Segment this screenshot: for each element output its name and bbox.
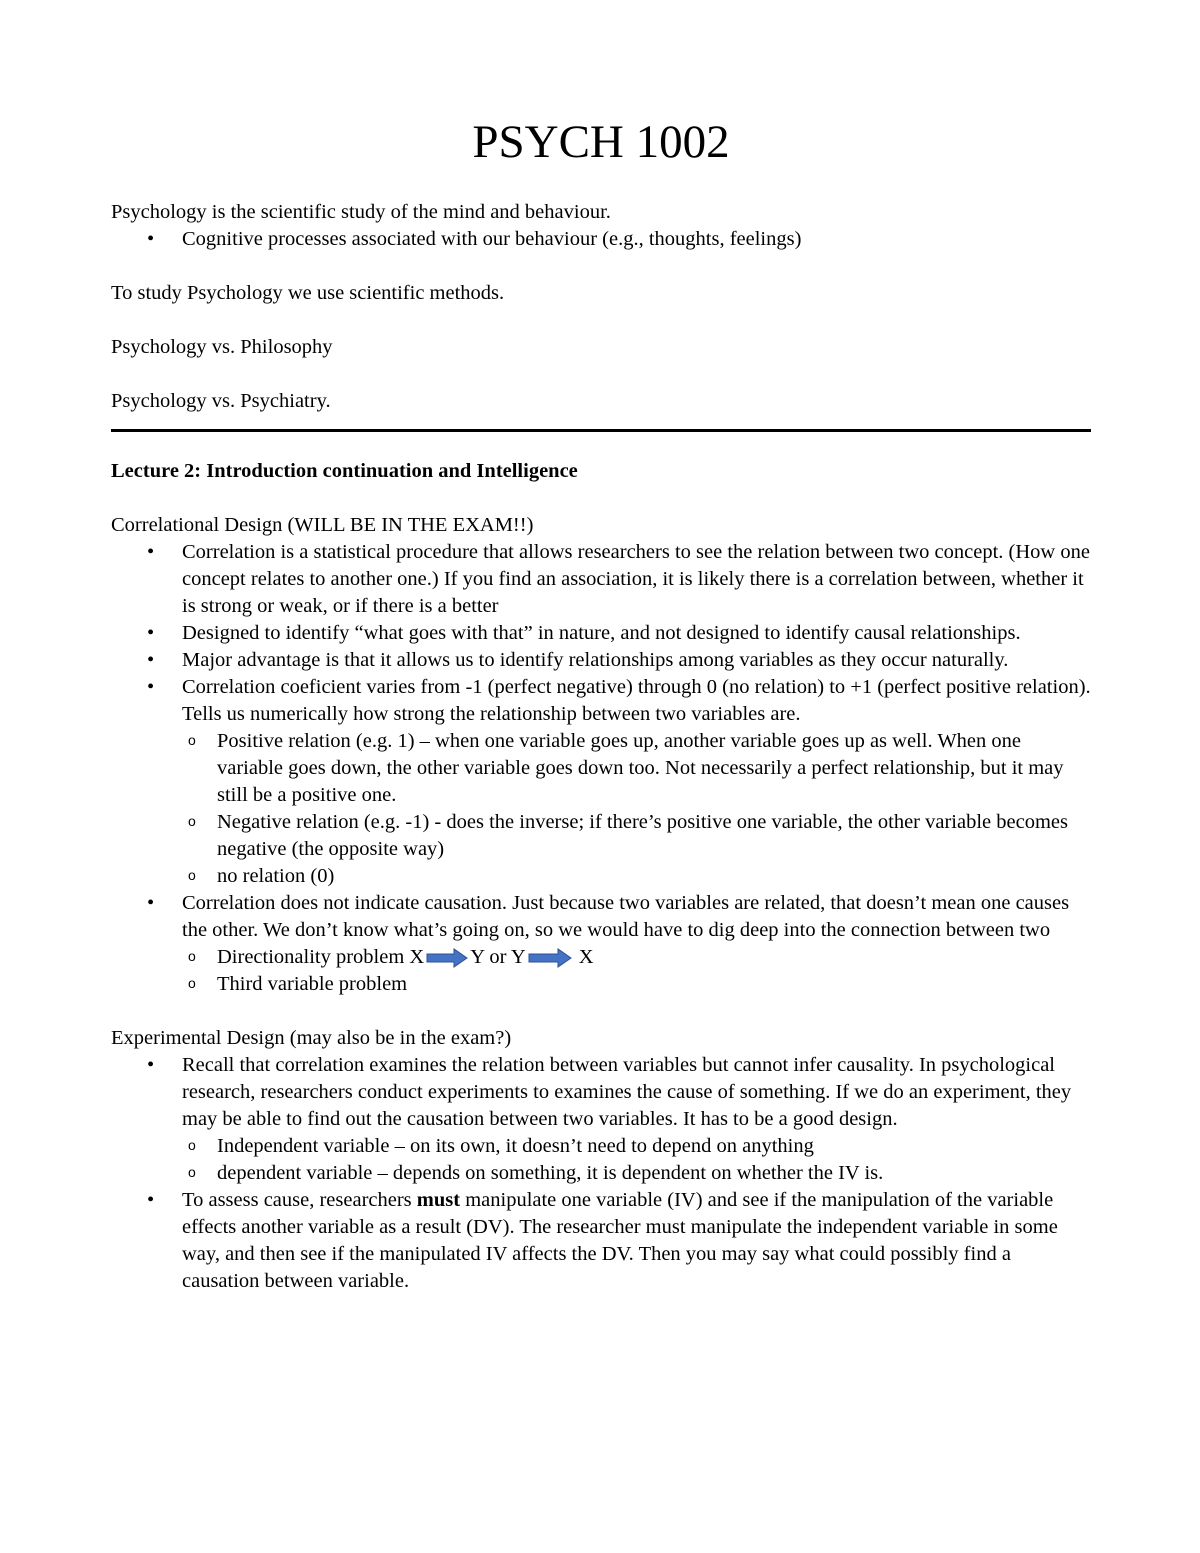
intro-vs-psychiatry: Psychology vs. Psychiatry.	[111, 390, 331, 412]
sub-bullet-marker: o	[188, 975, 196, 991]
intro-list	[111, 226, 1091, 253]
right-arrow-icon	[426, 948, 468, 968]
correlational-list	[111, 539, 1091, 998]
experimental-heading: Experimental Design (may also be in the exam?)	[111, 1027, 512, 1049]
bullet-marker: •	[147, 228, 155, 250]
sublist-item: o Positive relation (e.g. 1) – when one variable goes up, another variable goes up as well. When one variable goes down, the other variable goes down too. Not necessarily a perfect relationship, but it may still be a positive one.	[182, 728, 1091, 809]
bullet-marker: •	[147, 1054, 155, 1076]
causation-sublist	[182, 944, 1091, 998]
sublist-item: o no relation (0)	[182, 863, 1091, 890]
sub-bullet-marker: o	[188, 813, 196, 829]
correlational-heading: Correlational Design (WILL BE IN THE EXAM!!)	[111, 514, 534, 536]
right-arrow-icon	[528, 948, 572, 968]
sub-bullet-marker: o	[188, 867, 196, 883]
coefficient-sublist	[182, 728, 1091, 890]
sub-bullet-marker: o	[188, 1137, 196, 1153]
document-content	[111, 112, 1091, 1295]
sublist-item: o Negative relation (e.g. -1) - does the inverse; if there’s positive one variable, the other variable becomes negative (the opposite way)	[182, 809, 1091, 863]
sublist-item: o Independent variable – on its own, it doesn’t need to depend on anything	[182, 1133, 1091, 1160]
bullet-marker: •	[147, 676, 155, 698]
variables-sublist	[182, 1133, 1091, 1187]
list-item: • Designed to identify “what goes with that” in nature, and not designed to identify causal relationships.	[111, 620, 1091, 647]
page-title: PSYCH 1002	[472, 116, 730, 168]
sublist-item: o Third variable problem	[182, 971, 1091, 998]
list-item: • To assess cause, researchers must manipulate one variable (IV) and see if the manipulation of the variable effects another variable as a result (DV). The researcher must manipulate the independent variable in some way, and then see if the manipulated IV affects the DV. Then you may say what could possibly find a causation between variable.	[147, 1189, 1058, 1292]
list-item: • Correlation coeficient varies from -1 (perfect negative) through 0 (no relation) to +1 (perfect positive relation). Tells us numerically how strong the relationship between two variables are. o Positive relation (e.g. 1) – when one variable goes up, another variable goes up as well. When one variable goes down, the other variable goes down too. Not necessarily a perfect relationship, but it may still be a positive one. o Negative relation (e.g. -1) - does the inverse; if there’s positive one variable, the other variable becomes negative (the opposite way) o no relation (0)	[111, 674, 1091, 890]
list-item: • Correlation is a statistical procedure that allows researchers to see the relation between two concept. (How one concept relates to another one.) If you find an association, it is likely there is a correlation between, whether it is strong or weak, or if there is a better	[147, 541, 1090, 617]
section-divider	[111, 429, 1091, 432]
sub-bullet-marker: o	[188, 1164, 196, 1180]
list-item: • Correlation does not indicate causation. Just because two variables are related, that doesn’t mean one causes the other. We don’t know what’s going on, so we would have to dig deep into the connection between two o Directionality problem X Y or Y X o Third variable problem	[111, 890, 1091, 998]
intro-definition: Psychology is the scientific study of the mind and behaviour.	[111, 201, 611, 223]
bullet-marker: •	[147, 892, 155, 914]
sub-bullet-marker: o	[188, 948, 196, 964]
sublist-item: o dependent variable – depends on something, it is dependent on whether the IV is.	[182, 1160, 1091, 1187]
list-item: • Cognitive processes associated with our behaviour (e.g., thoughts, feelings)	[111, 226, 1091, 253]
intro-methods: To study Psychology we use scientific methods.	[111, 282, 505, 304]
list-item: • Recall that correlation examines the relation between variables but cannot infer causality. In psychological research, researchers conduct experiments to examines the cause of something. If we do an experiment, they may be able to find out the causation between two variables. It has to be a good design. o Independent variable – on its own, it doesn’t need to depend on anything o dependent variable – depends on something, it is dependent on whether the IV is.	[111, 1052, 1091, 1187]
experimental-list	[111, 1052, 1091, 1295]
bullet-marker: •	[147, 541, 155, 563]
sub-bullet-marker: o	[188, 732, 196, 748]
list-item: • Major advantage is that it allows us to identify relationships among variables as they occur naturally.	[111, 647, 1091, 674]
bullet-marker: •	[147, 622, 155, 644]
sublist-item: o Directionality problem X Y or Y X	[182, 944, 1091, 971]
emphasis-must: must	[416, 1189, 461, 1211]
lecture-heading: Lecture 2: Introduction continuation and Intelligence	[111, 460, 578, 482]
bullet-marker: •	[147, 649, 155, 671]
bullet-marker: •	[147, 1189, 155, 1211]
intro-vs-philosophy: Psychology vs. Philosophy	[111, 336, 333, 358]
